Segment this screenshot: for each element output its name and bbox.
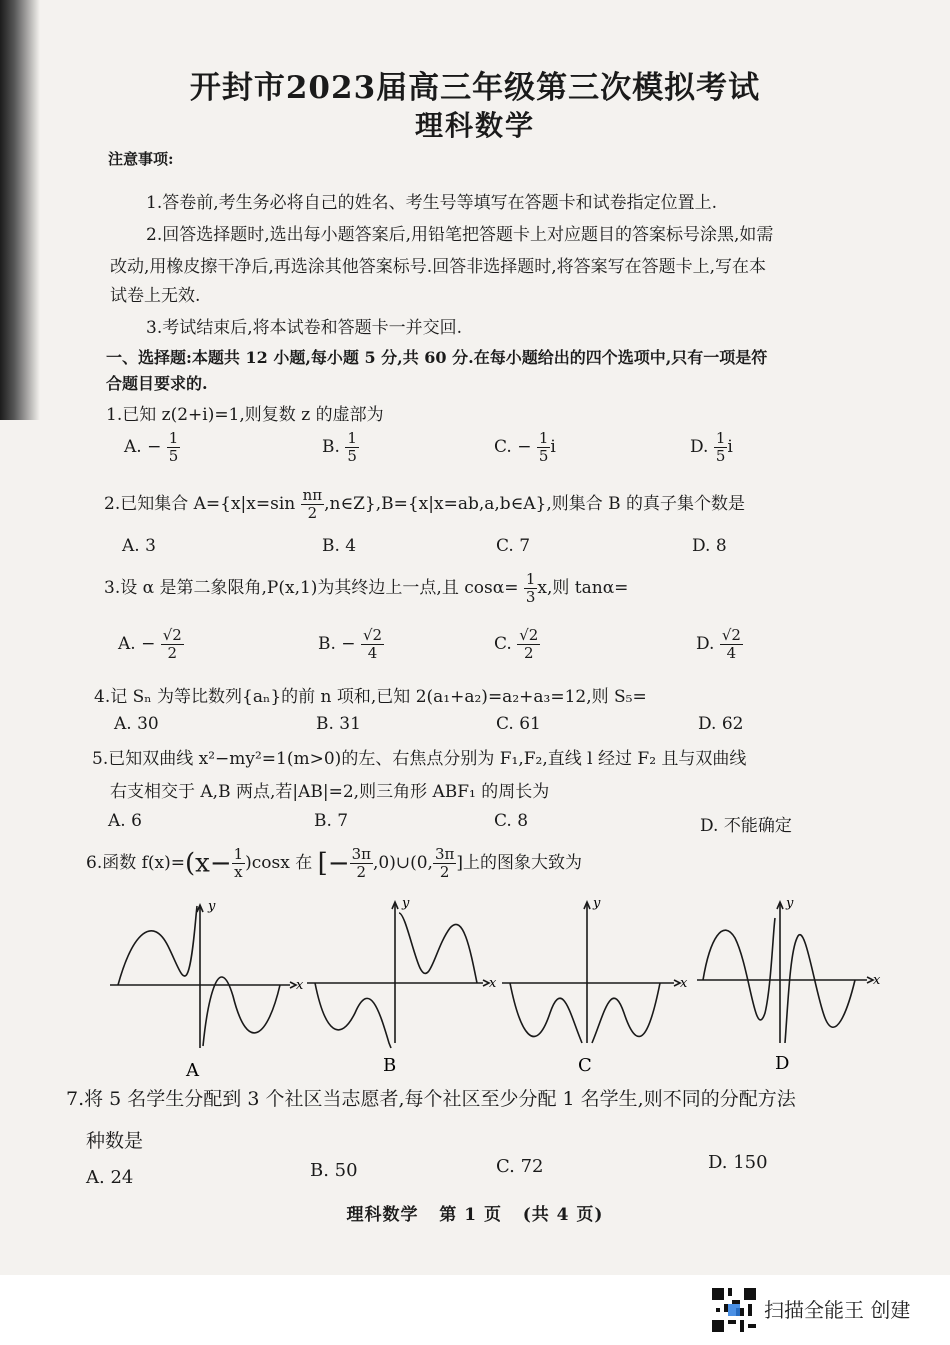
option-label: D. bbox=[696, 634, 715, 654]
numerator: 3π bbox=[351, 845, 372, 863]
notice-item-2-line-3: 试卷上无效. bbox=[110, 286, 201, 306]
x-axis-label: x bbox=[873, 973, 881, 988]
denominator: 4 bbox=[367, 644, 378, 662]
question-5-option-b: B. 7 bbox=[314, 811, 349, 831]
option-tail: i bbox=[550, 437, 556, 457]
exam-subject: 理科数学 bbox=[414, 109, 535, 142]
denominator: x bbox=[234, 863, 243, 881]
option-label: B. bbox=[322, 437, 340, 457]
question-2-option-d: D. 8 bbox=[692, 536, 727, 556]
section-heading-line-2: 合题目要求的. bbox=[106, 374, 208, 393]
graph-option-d bbox=[695, 893, 895, 1078]
exam-title: 开封市2023届高三年级第三次模拟考试 bbox=[189, 70, 761, 106]
x-axis-label: x bbox=[680, 976, 688, 991]
notice-heading: 注意事项: bbox=[108, 150, 174, 168]
question-7-option-c: C. 72 bbox=[496, 1156, 544, 1177]
question-5-option-a: A. 6 bbox=[108, 811, 142, 831]
question-7-option-d: D. 150 bbox=[708, 1152, 768, 1173]
option-label: A. − bbox=[118, 634, 156, 654]
question-4-option-d: D. 62 bbox=[698, 714, 744, 734]
question-3-option-a bbox=[118, 627, 184, 662]
numerator: 1 bbox=[233, 845, 244, 863]
curve-right bbox=[592, 983, 660, 1043]
question-1-option-b bbox=[322, 430, 359, 465]
fraction bbox=[161, 627, 184, 662]
denominator: 5 bbox=[168, 447, 179, 465]
curve-right bbox=[399, 913, 477, 983]
graph-option-a bbox=[108, 896, 308, 1081]
stem-part: ,0)∪(0, bbox=[373, 853, 433, 873]
fraction bbox=[361, 627, 384, 662]
fraction bbox=[537, 430, 551, 465]
fraction bbox=[345, 430, 359, 465]
fraction bbox=[350, 846, 373, 881]
graph-label-b: B bbox=[383, 1055, 397, 1076]
question-3-option-b bbox=[318, 627, 384, 662]
stem-part: x,则 tanα= bbox=[537, 578, 629, 598]
numerator: √2 bbox=[162, 626, 182, 644]
option-label: B. − bbox=[318, 634, 356, 654]
stem-part: 6.函数 f(x)= bbox=[86, 853, 186, 873]
curve-right bbox=[203, 977, 280, 1046]
question-1-option-a bbox=[124, 430, 180, 465]
question-5-stem-line-2: 右支相交于 A,B 两点,若|AB|=2,则三角形 ABF₁ 的周长为 bbox=[110, 782, 550, 802]
option-label: D. bbox=[690, 437, 709, 457]
y-axis-label: y bbox=[786, 896, 794, 911]
x-axis-label: x bbox=[489, 976, 497, 991]
option-label: C. − bbox=[494, 437, 532, 457]
fraction bbox=[517, 627, 540, 662]
page-footer: 理科数学 第 1 页 (共 4 页) bbox=[346, 1205, 604, 1225]
question-7-stem-line-1: 7.将 5 名学生分配到 3 个社区当志愿者,每个社区至少分配 1 名学生,则不同的分配方法 bbox=[66, 1088, 796, 1110]
denominator: 4 bbox=[726, 644, 737, 662]
graph-option-b bbox=[305, 893, 505, 1078]
question-2-stem bbox=[104, 487, 745, 522]
question-3-option-c bbox=[494, 627, 540, 662]
denominator: 3 bbox=[525, 588, 536, 606]
question-1-stem: 1.已知 z(2+i)=1,则复数 z 的虚部为 bbox=[106, 405, 384, 425]
numerator: 1 bbox=[347, 429, 357, 447]
fraction bbox=[524, 571, 538, 606]
numerator: 1 bbox=[168, 429, 179, 447]
numerator: √2 bbox=[362, 626, 383, 644]
fraction bbox=[714, 430, 728, 465]
question-1-option-d bbox=[690, 430, 733, 465]
option-label: A. − bbox=[124, 437, 162, 457]
denominator: 5 bbox=[347, 447, 357, 465]
question-1-option-c bbox=[494, 430, 556, 465]
denominator: 2 bbox=[356, 863, 367, 881]
question-7-option-a: A. 24 bbox=[86, 1167, 134, 1188]
curve-left bbox=[315, 983, 391, 1048]
y-axis-label: y bbox=[402, 896, 410, 911]
numerator: 1 bbox=[715, 429, 726, 447]
option-label: C. bbox=[494, 634, 512, 654]
qr-code-icon bbox=[712, 1288, 756, 1332]
y-axis-label: y bbox=[208, 899, 216, 914]
notice-item-2-line-1: 2.回答选择题时,选出每小题答案后,用铅笔把答题卡上对应题目的答案标号涂黑,如需 bbox=[146, 225, 774, 245]
stem-part: ,n∈Z},B={x|x=ab,a,b∈A},则集合 B 的真子集个数是 bbox=[324, 494, 746, 514]
y-axis-label: y bbox=[593, 896, 601, 911]
stem-part: ]上的图象大致为 bbox=[456, 853, 583, 873]
curve-left bbox=[703, 918, 775, 1020]
curve-right bbox=[785, 935, 855, 1043]
stem-part: [− bbox=[317, 848, 350, 879]
question-5-option-d: D. 不能确定 bbox=[700, 816, 792, 836]
graph-option-c bbox=[500, 893, 695, 1078]
graph-label-d: D bbox=[775, 1053, 790, 1074]
stem-part: 3.设 α 是第二象限角,P(x,1)为其终边上一点,且 cosα= bbox=[104, 578, 519, 598]
fraction bbox=[301, 487, 325, 522]
section-heading-line-1: 一、选择题:本题共 12 小题,每小题 5 分,共 60 分.在每小题给出的四个选项中,只有一项是符 bbox=[106, 348, 768, 367]
question-5-option-c: C. 8 bbox=[494, 811, 529, 831]
graph-label-a: A bbox=[186, 1060, 199, 1081]
question-4-stem: 4.记 Sₙ 为等比数列{aₙ}的前 n 项和,已知 2(a₁+a₂)=a₂+a₃=12,则 S₅= bbox=[94, 687, 647, 707]
denominator: 2 bbox=[439, 863, 450, 881]
numerator: 1 bbox=[538, 429, 549, 447]
x-axis-label: x bbox=[296, 978, 304, 993]
question-6-stem bbox=[86, 846, 582, 881]
curve-left bbox=[118, 906, 197, 985]
stem-part: )cosx 在 bbox=[245, 853, 313, 873]
question-2-option-b: B. 4 bbox=[322, 536, 357, 556]
question-2-option-a: A. 3 bbox=[122, 536, 156, 556]
curve-left bbox=[510, 983, 582, 1043]
question-5-stem-line-1: 5.已知双曲线 x²−my²=1(m>0)的左、右焦点分别为 F₁,F₂,直线 l 经过 F₂ 且与双曲线 bbox=[92, 749, 747, 769]
denominator: 5 bbox=[538, 447, 549, 465]
notice-item-2-line-2: 改动,用橡皮擦干净后,再选涂其他答案标号.回答非选择题时,将答案写在答题卡上,写在本 bbox=[110, 257, 767, 277]
numerator: √2 bbox=[519, 626, 539, 644]
numerator: 1 bbox=[525, 570, 536, 588]
question-4-option-c: C. 61 bbox=[496, 714, 541, 734]
stem-part: (x− bbox=[185, 848, 232, 879]
fraction bbox=[232, 846, 246, 881]
fraction bbox=[433, 846, 456, 881]
fraction bbox=[720, 627, 743, 662]
scanner-watermark: 扫描全能王 创建 bbox=[764, 1298, 911, 1322]
denominator: 5 bbox=[715, 447, 726, 465]
stem-part: 2.已知集合 A={x|x=sin bbox=[104, 494, 296, 514]
denominator: 2 bbox=[167, 644, 178, 662]
numerator: 3π bbox=[434, 845, 455, 863]
numerator: nπ bbox=[302, 486, 323, 504]
question-3-stem bbox=[104, 571, 628, 606]
fraction bbox=[167, 430, 181, 465]
question-7-stem-line-2: 种数是 bbox=[86, 1130, 144, 1152]
denominator: 2 bbox=[524, 644, 534, 662]
question-4-option-a: A. 30 bbox=[114, 714, 159, 734]
graph-label-c: C bbox=[578, 1055, 592, 1076]
denominator: 2 bbox=[307, 504, 318, 522]
question-3-option-d bbox=[696, 627, 743, 662]
question-2-option-c: C. 7 bbox=[496, 536, 531, 556]
numerator: √2 bbox=[721, 626, 741, 644]
notice-item-3: 3.考试结束后,将本试卷和答题卡一并交回. bbox=[146, 318, 463, 338]
question-7-option-b: B. 50 bbox=[310, 1160, 358, 1181]
notice-item-1: 1.答卷前,考生务必将自己的姓名、考生号等填写在答题卡和试卷指定位置上. bbox=[146, 193, 718, 213]
option-tail: i bbox=[727, 437, 733, 457]
question-4-option-b: B. 31 bbox=[316, 714, 361, 734]
